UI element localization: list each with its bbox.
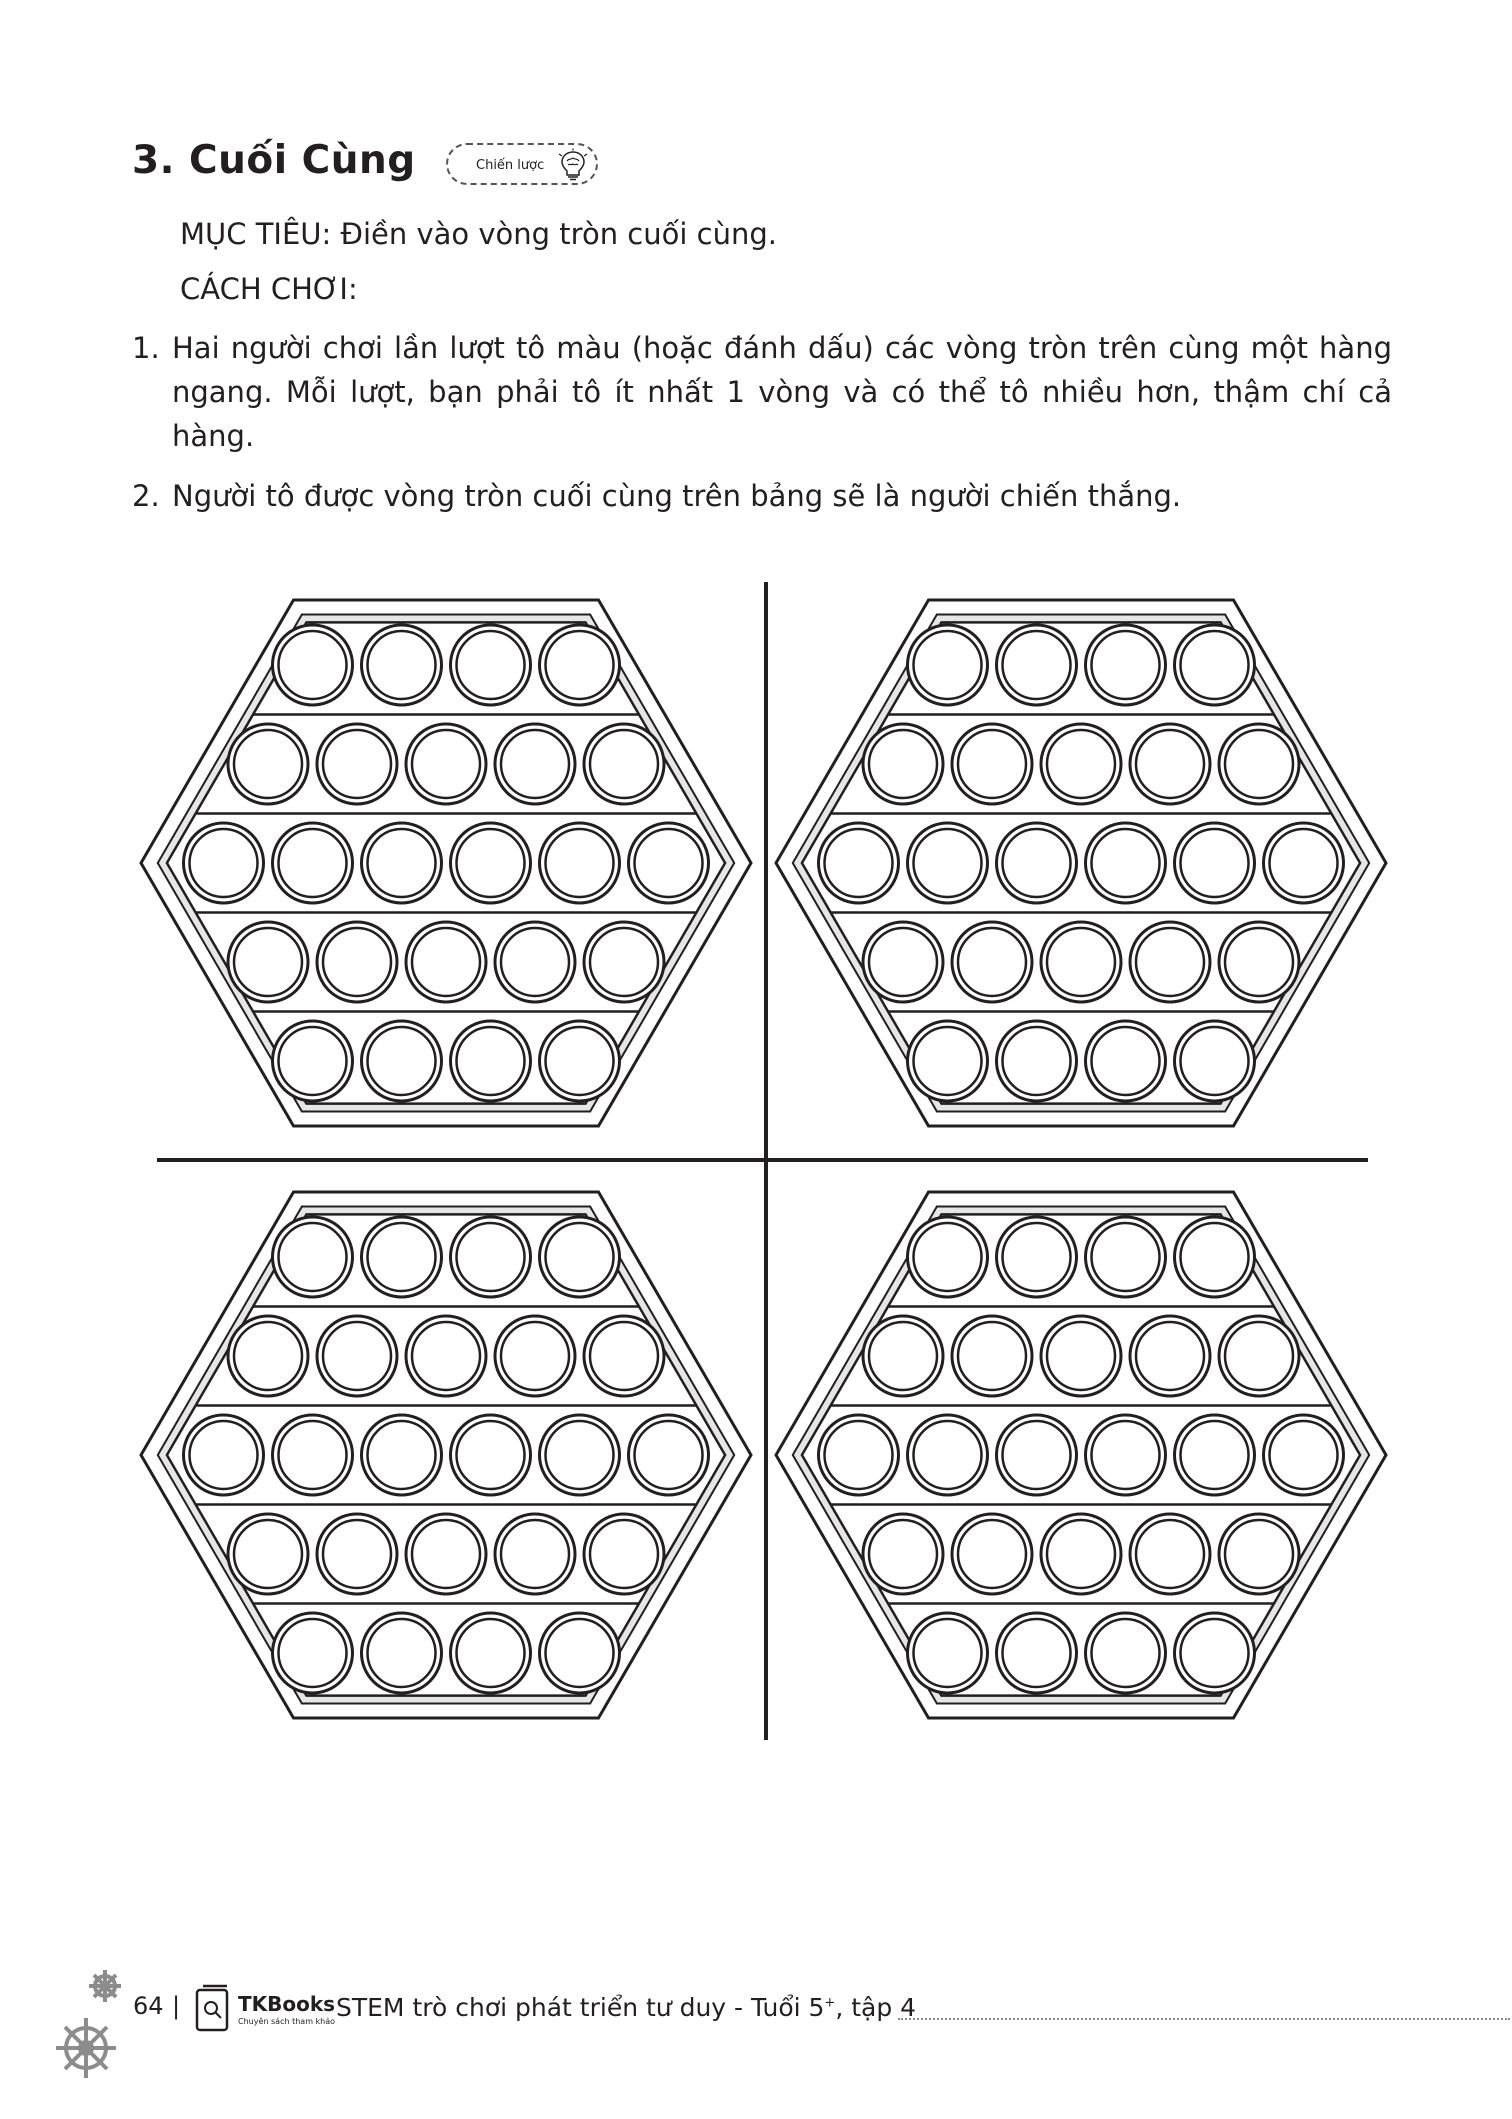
fill-circle[interactable] [952,1514,1032,1594]
fill-circle[interactable] [540,1021,620,1101]
objective-text: MỤC TIÊU: Điền vào vòng tròn cuối cùng. [180,217,777,251]
fill-circle[interactable] [406,922,486,1002]
brand-name: TKBooks [238,1992,336,2016]
hexagon-board [141,1192,751,1718]
fill-circle[interactable] [819,1415,899,1495]
fill-circle[interactable] [362,1217,442,1297]
fill-circle[interactable] [584,724,664,804]
fill-circle[interactable] [540,1415,620,1495]
footer-dotted-rule [898,2018,1510,2020]
fill-circle[interactable] [451,1217,531,1297]
fill-circle[interactable] [406,724,486,804]
brand-tagline: Chuyên sách tham khảo [238,2017,336,2026]
fill-circle[interactable] [1175,823,1255,903]
fill-circle[interactable] [451,1021,531,1101]
fill-circle[interactable] [1086,1021,1166,1101]
fill-circle[interactable] [273,1415,353,1495]
fill-circle[interactable] [540,625,620,705]
fill-circle[interactable] [819,823,899,903]
book-title [336,1993,916,2022]
rule-text: Người tô được vòng tròn cuối cùng trên bảng sẽ là người chiến thắng. [172,479,1182,513]
fill-circle[interactable] [228,1514,308,1594]
fill-circle[interactable] [908,1217,988,1297]
fill-circle[interactable] [863,1514,943,1594]
fill-circle[interactable] [1219,1316,1299,1396]
fill-circle[interactable] [540,1613,620,1693]
fill-circle[interactable] [451,1415,531,1495]
fill-circle[interactable] [228,724,308,804]
fill-circle[interactable] [584,922,664,1002]
fill-circle[interactable] [184,1415,264,1495]
book-title-volume: , tập 4 [835,1993,917,2022]
fill-circle[interactable] [317,724,397,804]
fill-circle[interactable] [1041,1514,1121,1594]
fill-circle[interactable] [495,922,575,1002]
fill-circle[interactable] [908,625,988,705]
page-number: 64 [133,1992,164,2020]
fill-circle[interactable] [1041,922,1121,1002]
fill-circle[interactable] [908,1021,988,1101]
fill-circle[interactable] [1219,1514,1299,1594]
book-title-superscript: + [824,1995,836,2011]
fill-circle[interactable] [1264,823,1344,903]
fill-circle[interactable] [1086,1415,1166,1495]
fill-circle[interactable] [952,922,1032,1002]
fill-circle[interactable] [584,1316,664,1396]
fill-circle[interactable] [406,1514,486,1594]
fill-circle[interactable] [362,823,442,903]
fill-circle[interactable] [908,1613,988,1693]
fill-circle[interactable] [997,1021,1077,1101]
hexagon-board [141,600,751,1126]
fill-circle[interactable] [1086,823,1166,903]
fill-circle[interactable] [1086,625,1166,705]
fill-circle[interactable] [362,1613,442,1693]
fill-circle[interactable] [629,1415,709,1495]
fill-circle[interactable] [997,1415,1077,1495]
fill-circle[interactable] [1175,1415,1255,1495]
fill-circle[interactable] [273,1021,353,1101]
fill-circle[interactable] [495,1514,575,1594]
fill-circle[interactable] [273,1613,353,1693]
section-title: 3. Cuối Cùng [132,138,416,183]
fill-circle[interactable] [1175,1613,1255,1693]
fill-circle[interactable] [1175,1021,1255,1101]
fill-circle[interactable] [273,1217,353,1297]
fill-circle[interactable] [952,724,1032,804]
fill-circle[interactable] [584,1514,664,1594]
fill-circle[interactable] [1219,922,1299,1002]
fill-circle[interactable] [451,625,531,705]
fill-circle[interactable] [184,823,264,903]
fill-circle[interactable] [540,823,620,903]
fill-circle[interactable] [451,1613,531,1693]
fill-circle[interactable] [228,1316,308,1396]
fill-circle[interactable] [952,1316,1032,1396]
fill-circle[interactable] [1264,1415,1344,1495]
fill-circle[interactable] [362,1021,442,1101]
book-title-main: STEM trò chơi phát triển tư duy - Tuổi 5 [336,1993,825,2022]
fill-circle[interactable] [1130,724,1210,804]
fill-circle[interactable] [451,823,531,903]
fill-circle[interactable] [228,922,308,1002]
fill-circle[interactable] [1086,1217,1166,1297]
fill-circle[interactable] [1086,1613,1166,1693]
fill-circle[interactable] [1175,1217,1255,1297]
fill-circle[interactable] [997,1217,1077,1297]
hexagon-board [776,600,1386,1126]
fill-circle[interactable] [317,922,397,1002]
fill-circle[interactable] [863,724,943,804]
fill-circle[interactable] [629,823,709,903]
fill-circle[interactable] [1175,625,1255,705]
fill-circle[interactable] [406,1316,486,1396]
fill-circle[interactable] [495,724,575,804]
fill-circle[interactable] [273,823,353,903]
fill-circle[interactable] [1219,724,1299,804]
rule-text: Hai người chơi lần lượt tô màu (hoặc đánh dấu) các vòng tròn trên cùng một hàng ngang. Mỗi lượt, bạn phải tô ít nhất 1 vòng và có thể tô nhiều hơn, thậm chí cả hàng. [172,331,1392,453]
book-logo-icon [194,1984,234,2034]
fill-circle[interactable] [1041,724,1121,804]
rule-number: 2. [132,479,160,513]
fill-circle[interactable] [1130,922,1210,1002]
fill-circle[interactable] [540,1217,620,1297]
how-to-play-label: CÁCH CHƠI: [180,272,358,306]
fill-circle[interactable] [1041,1316,1121,1396]
fill-circle[interactable] [1130,1514,1210,1594]
fill-circle[interactable] [362,625,442,705]
fill-circle[interactable] [863,922,943,1002]
fill-circle[interactable] [997,625,1077,705]
fill-circle[interactable] [863,1316,943,1396]
fill-circle[interactable] [317,1316,397,1396]
fill-circle[interactable] [495,1316,575,1396]
fill-circle[interactable] [362,1415,442,1495]
rule-number: 1. [132,331,160,365]
fill-circle[interactable] [1130,1316,1210,1396]
hexagon-board [776,1192,1386,1718]
fill-circle[interactable] [997,1613,1077,1693]
strategy-badge-label: Chiến lược [476,158,545,173]
fill-circle[interactable] [908,1415,988,1495]
footer-separator: | [172,1992,181,2020]
fill-circle[interactable] [273,625,353,705]
fill-circle[interactable] [908,823,988,903]
fill-circle[interactable] [997,823,1077,903]
ship-wheel-icon [50,1962,136,2086]
fill-circle[interactable] [317,1514,397,1594]
